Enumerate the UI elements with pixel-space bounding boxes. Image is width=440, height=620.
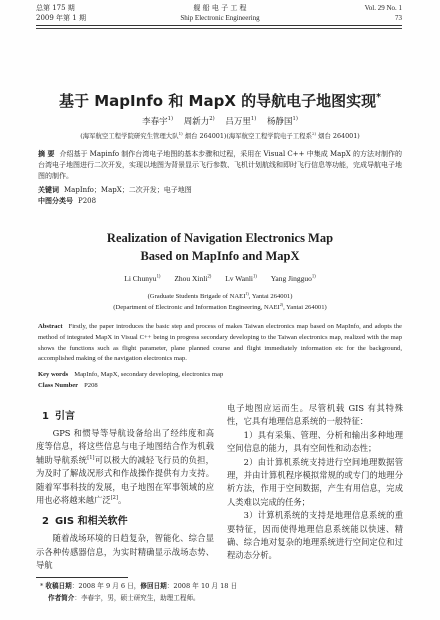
paragraph-text: 。	[117, 495, 127, 506]
paper-title-en-line2: Based on MapInfo and MapX	[140, 249, 300, 263]
citation-ref: [1]	[87, 455, 95, 462]
introduction-paragraph	[36, 427, 214, 507]
class-value-cn: P208	[78, 197, 97, 205]
abstract-label-en: Abstract	[38, 323, 63, 330]
class-number-cn	[38, 196, 402, 207]
class-label-en: Class Number	[38, 382, 79, 389]
abstract-text-en: Firstly, the paper introduces the basic step and process of makes Taiwan electronics map based on MapInfo, and adopts the method of integrated MapX in Visual C++ being in progress secondary developing to the Taiwan electronics map, realized with the map shows the functions such as flight parameter, plane planned course and flight immediately information etc for the background, accomplished making of the navigation electronics map.	[38, 323, 402, 363]
issue-total: 总第 175 期	[36, 4, 75, 12]
paper-title-cn-text: 基于 MapInfo 和 MapX 的导航电子地图实现	[59, 92, 377, 110]
body-column-left	[36, 402, 214, 573]
author-cn	[184, 117, 215, 127]
footnote-author-bio	[48, 593, 402, 604]
author-en	[271, 274, 316, 283]
keywords-label-en: Key words	[38, 371, 69, 378]
affiliations-cn	[20, 131, 420, 141]
author-name: 周新力	[183, 117, 210, 127]
affiliation-org: (Department of Electronic and Information Engineering, NAEI	[113, 304, 280, 311]
class-label-cn: 中图分类号	[38, 197, 73, 205]
affiliation-mark: 2)	[209, 116, 215, 123]
section-heading-gis	[42, 515, 214, 529]
author-name: 杨静国	[266, 117, 293, 127]
section-title: GIS 和相关软件	[54, 516, 128, 528]
paragraph-text: GPS 和惯导等导航设备给出了经纬度和高度等信息，将这些信息与电子地图结合作为机载辅助导航系统	[36, 428, 214, 465]
header-rule-thick	[36, 25, 402, 26]
affiliation-en-2	[20, 303, 420, 314]
affiliation-mark: 2)	[279, 301, 284, 307]
affiliation-mark: 2)	[207, 274, 212, 280]
gis-feature-item: 1）具有采集、管理、分析和输出多种地理空间信息的能力，具有空间性和动态性；	[227, 429, 403, 454]
keywords-cn	[38, 185, 402, 196]
page-number: 73	[395, 14, 402, 22]
abstract-label-cn: 摘 要	[38, 150, 55, 158]
affiliation-org: (海军航空工程学院电子工程系	[226, 132, 312, 140]
volume-number: Vol. 29 No. 1	[364, 4, 402, 12]
keywords-text-cn: MapInfo；MapX；二次开发；电子地图	[64, 186, 192, 194]
author-en	[225, 274, 257, 283]
affiliation-en-1	[20, 292, 420, 303]
journal-name-en: Ship Electronic Engineering	[180, 14, 260, 22]
section-number: 2	[42, 516, 49, 528]
footnote-rule	[36, 577, 128, 578]
abstract-cn	[38, 149, 402, 182]
keywords-text-en: MapInfo, MapX, secondary developing, electronics map	[74, 371, 224, 378]
affiliation-mark: 2)	[311, 130, 317, 136]
class-value-en: P208	[84, 382, 98, 389]
bio-text: ：李春宇，男，硕士研究生，助理工程师。	[74, 594, 200, 602]
affiliation-place: , Yantai 264001)	[283, 304, 327, 311]
affiliation-mark: 1)	[311, 274, 316, 280]
author-list-en	[0, 273, 440, 284]
keywords-label-cn: 关键词	[38, 186, 59, 194]
affiliation-org: (Graduate Students Brigade of NAEI	[147, 293, 246, 300]
author-name: 吕万里	[225, 117, 251, 127]
section-title: 引言	[54, 411, 75, 422]
section-number: 1	[42, 411, 49, 422]
body-column-right	[227, 402, 403, 563]
author-name: 李春宇	[142, 117, 168, 127]
running-header-right	[365, 3, 402, 23]
issue-year: 2009 年第 1 期	[36, 14, 86, 22]
header-rule-thin	[36, 28, 402, 29]
abstract-text-cn: 介绍基于 Mapinfo 制作台湾电子地图的基本步骤和过程，采用在 Visual C++ 中集成 MapX 的方法对制作的台湾电子地图进行二次开发，实现以地图为背景显示飞行参数、飞机计划航线和即时飞行信息等功能，完成导航电子地图的制作。	[38, 150, 403, 180]
keywords-en	[38, 370, 402, 381]
affiliation-mark: 1)	[252, 274, 257, 280]
affiliation-mark: 1)	[245, 290, 249, 296]
bio-label: 作者简介	[48, 594, 75, 602]
abstract-en	[38, 322, 402, 365]
affiliation-mark: 1)	[250, 116, 257, 123]
running-header-center	[120, 3, 320, 23]
author-name: Yang Jingguo	[270, 274, 312, 283]
footnote-mark: *	[40, 582, 44, 590]
title-footnote-mark: *	[376, 92, 381, 103]
author-name: Li Chunyu	[124, 274, 157, 283]
affiliation-place: 烟台 264001)	[316, 132, 360, 140]
author-cn	[267, 117, 298, 127]
gis-feature-item: 2）由计算机系统支持进行空间地理数据管理，并由计算机程序模拟常规的或专门的地理分析方法，作用于空间数据，产生有用信息，完成人类难以完成的任务；	[227, 456, 403, 507]
affiliation-mark: 1)	[292, 116, 298, 123]
paragraph-text: 可以极大的减轻飞行员的负担，为及时了解战况形式和作战操作提供有力支持。随着军事科技的发展，电子地图在军事领域的应用也必将越来越广泛	[36, 454, 214, 506]
author-cn	[142, 117, 173, 127]
received-label: 收稿日期	[45, 582, 72, 590]
affiliation-mark: 1)	[167, 116, 174, 123]
journal-name-cn: 舰 船 电 子 工 程	[193, 4, 247, 12]
author-en	[124, 274, 160, 283]
section-heading-introduction	[42, 410, 214, 424]
received-date: ：2008 年 9 月 6 日，	[71, 582, 141, 590]
affiliation-place: , Yantai 264001)	[248, 293, 293, 300]
author-en	[174, 274, 211, 283]
affiliation-mark: 1)	[156, 274, 161, 280]
paper-title-cn	[0, 91, 440, 111]
paper-title-en-line1: Realization of Navigation Electronics Map	[106, 231, 334, 245]
gis-paragraph-continued: 电子地图应运而生。尽管机载 GIS 有其特殊性，它具有地理信息系统的一般特征：	[227, 403, 403, 427]
revised-label: 修回日期	[140, 582, 167, 590]
affiliation-org: (海军航空工程学院研究生管理大队	[80, 132, 179, 140]
footnote-received	[40, 581, 402, 592]
revised-date: ：2008 年 10 月 18 日	[166, 582, 238, 590]
author-list-cn	[0, 116, 440, 128]
gis-paragraph-start: 随着战场环境的日趋复杂，智能化、综合显示各种传感器信息，为实时精确显示战场态势、导航	[36, 533, 214, 571]
author-name: Zhou Xinli	[174, 274, 208, 283]
affiliation-mark: 1)	[178, 130, 183, 136]
running-header-left	[36, 3, 86, 23]
class-number-en	[38, 381, 402, 392]
citation-ref: [2]	[110, 495, 118, 502]
affiliation-place: 烟台 264001)	[182, 132, 227, 140]
author-name: Lv Wanli	[225, 274, 253, 283]
gis-feature-item: 3）计算机系统的支持是地理信息系统的重要特征，因而使得地理信息系统能以快速、精确、综合地对复杂的地理系统进行空间定位和过程动态分析。	[227, 510, 403, 561]
author-cn	[225, 117, 256, 127]
